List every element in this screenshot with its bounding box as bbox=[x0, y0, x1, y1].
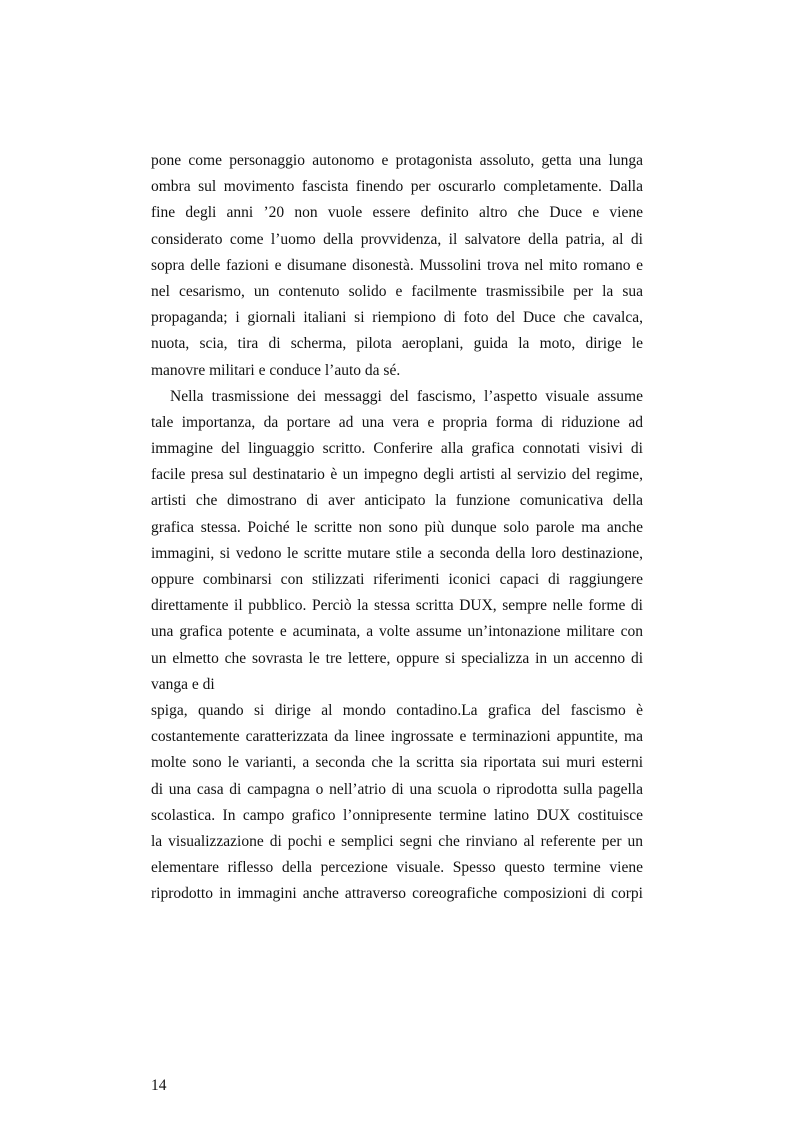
text-line: fine degli anni ’20 non vuole essere definito altro che Duce e viene bbox=[151, 204, 643, 222]
text-line: ombra sul movimento fascista finendo per oscurarlo completamente. Dalla bbox=[151, 178, 643, 196]
text-line: considerato come l’uomo della provvidenza, il salvatore della patria, al di bbox=[151, 230, 643, 248]
text-line: molte sono le varianti, a seconda che la scritta sia riportata sui muri esterni bbox=[151, 754, 643, 772]
body-text bbox=[151, 148, 643, 907]
text-line: Nella trasmissione dei messaggi del fascismo, l’aspetto visuale assume bbox=[170, 387, 643, 405]
page-number: 14 bbox=[151, 1077, 167, 1094]
text-line: costantemente caratterizzata da linee ingrossate e terminazioni appuntite, ma bbox=[151, 728, 643, 746]
text-line: nuota, scia, tira di scherma, pilota aeroplani, guida la moto, dirige le bbox=[151, 335, 643, 353]
text-line: direttamente il pubblico. Perciò la stessa scritta DUX, sempre nelle forme di bbox=[151, 597, 643, 615]
text-line: di una casa di campagna o nell’atrio di una scuola o riprodotta sulla pagella bbox=[151, 780, 643, 798]
text-line: scolastica. In campo grafico l’onnipresente termine latino DUX costituisce bbox=[151, 806, 643, 824]
text-line: riprodotto in immagini anche attraverso coreografiche composizioni di corpi bbox=[151, 885, 643, 903]
text-line: nel cesarismo, un contenuto solido e facilmente trasmissibile per la sua bbox=[151, 282, 643, 300]
paragraph bbox=[151, 148, 643, 384]
text-line: un elmetto che sovrasta le tre lettere, oppure si specializza in un accenno di bbox=[151, 649, 643, 667]
text-line: vanga e di bbox=[151, 675, 215, 693]
text-line: elementare riflesso della percezione visuale. Spesso questo termine viene bbox=[151, 859, 643, 877]
text-line: artisti che dimostrano di aver anticipato la funzione comunicativa della bbox=[151, 492, 643, 510]
paragraph bbox=[151, 698, 643, 908]
text-line: facile presa sul destinatario è un impegno degli artisti al servizio del regime, bbox=[151, 466, 643, 484]
text-line: propaganda; i giornali italiani si riempiono di foto del Duce che cavalca, bbox=[151, 309, 643, 327]
text-line: tale importanza, da portare ad una vera e propria forma di riduzione ad bbox=[151, 413, 643, 431]
text-line: immagine del linguaggio scritto. Conferire alla grafica connotati visivi di bbox=[151, 440, 643, 458]
text-line: immagini, si vedono le scritte mutare stile a seconda della loro destinazione, bbox=[151, 544, 643, 562]
text-line: una grafica potente e acuminata, a volte assume un’intonazione militare con bbox=[151, 623, 643, 641]
text-line: spiga, quando si dirige al mondo contadino.La grafica del fascismo è bbox=[151, 701, 643, 719]
text-line: oppure combinarsi con stilizzati riferimenti iconici capaci di raggiungere bbox=[151, 571, 643, 588]
paragraph bbox=[151, 384, 643, 698]
text-line: pone come personaggio autonomo e protagonista assoluto, getta una lunga bbox=[151, 152, 643, 169]
text-line: grafica stessa. Poiché le scritte non sono più dunque solo parole ma anche bbox=[151, 518, 643, 536]
text-line: la visualizzazione di pochi e semplici segni che rinviano al referente per un bbox=[151, 832, 643, 850]
text-line: manovre militari e conduce l’auto da sé. bbox=[151, 361, 401, 379]
text-line: sopra delle fazioni e disumane disonestà. Mussolini trova nel mito romano e bbox=[151, 256, 643, 274]
